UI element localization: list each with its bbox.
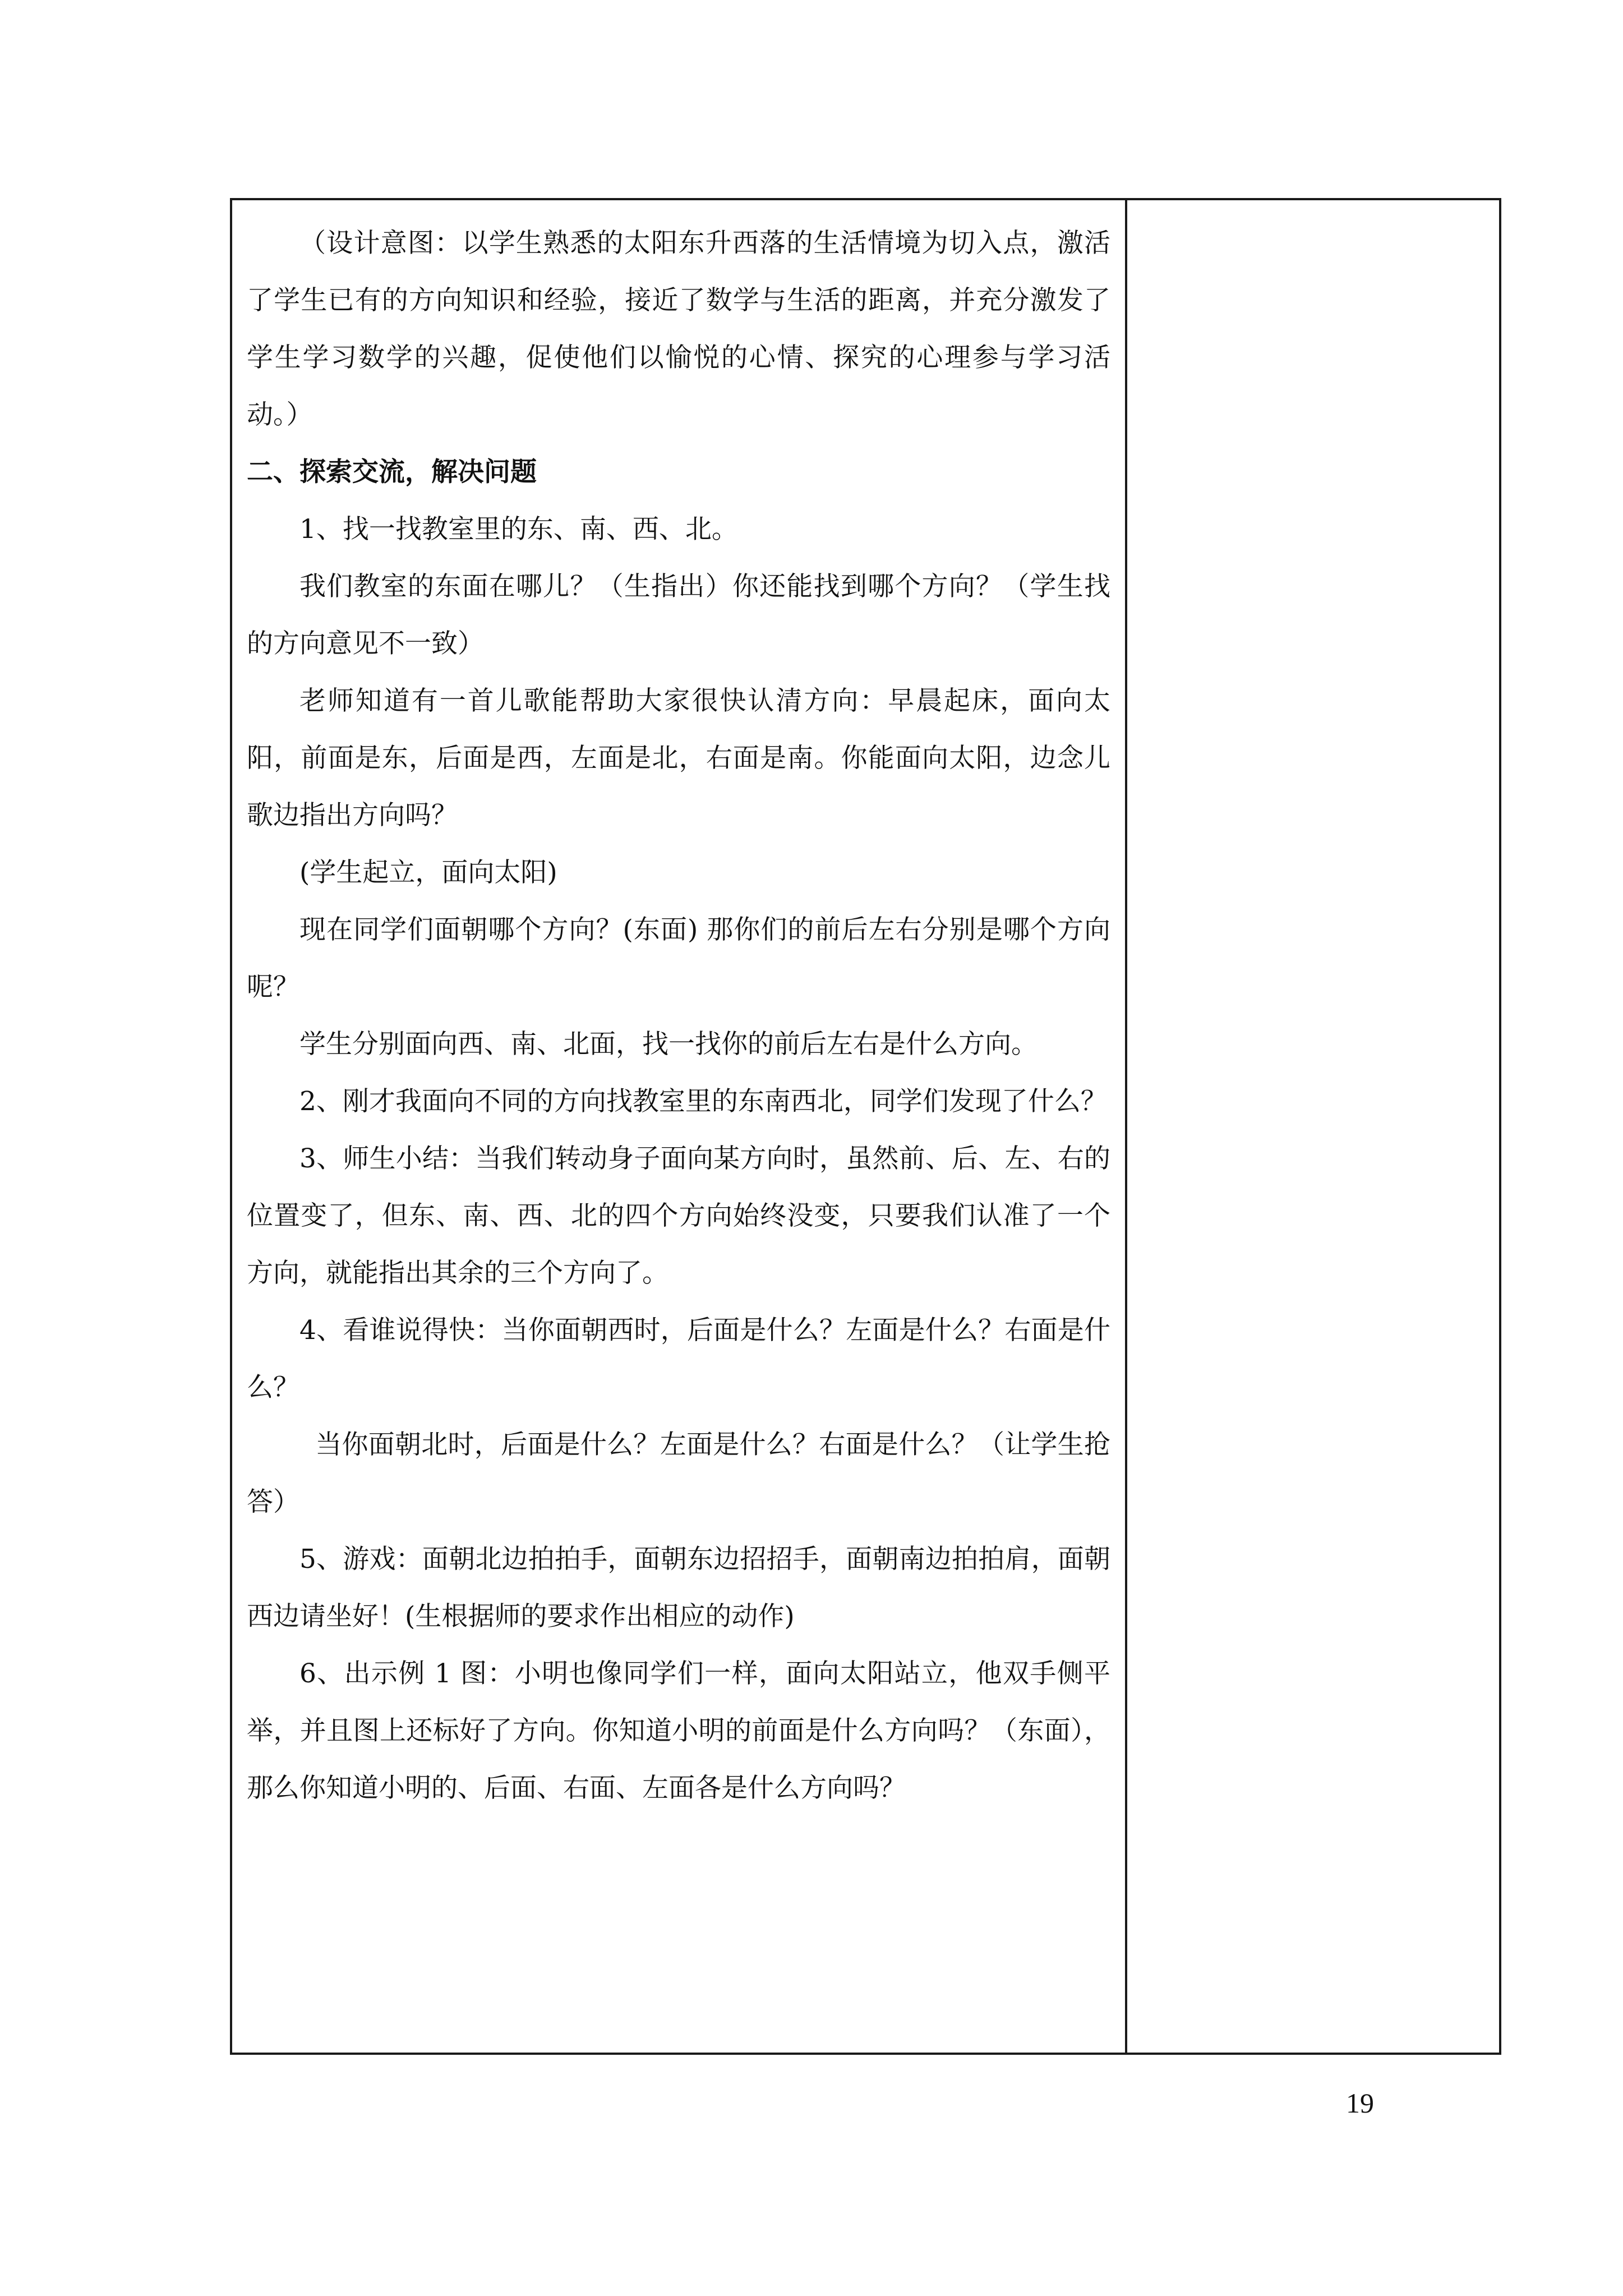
step-5-paragraph: 5、游戏：面朝北边拍拍手，面朝东边招招手，面朝南边拍拍肩，面朝西边请坐好！(生根据师的要求作出相应的动作): [247, 1544, 1110, 1632]
north-question-paragraph: 当你面朝北时，后面是什么？左面是什么？右面是什么？（让学生抢答）: [247, 1429, 1110, 1517]
lesson-content-cell: [247, 215, 1110, 1817]
step-3-paragraph: 3、师生小结：当我们转动身子面向某方向时，虽然前、后、左、右的位置变了，但东、南、西、北的四个方向始终没变，只要我们认准了一个方向，就能指出其余的三个方向了。: [247, 1143, 1110, 1289]
lesson-plan-table: [230, 198, 1501, 2055]
student-activity-paragraph: 学生分别面向西、南、北面，找一找你的前后左右是什么方向。: [299, 1029, 1038, 1060]
question-paragraph: 我们教室的东面在哪儿？（生指出）你还能找到哪个方向？（学生找的方向意见不一致）: [247, 571, 1110, 659]
student-action-paragraph: (学生起立，面向太阳): [299, 857, 557, 888]
step-2-paragraph: 2、刚才我面向不同的方向找教室里的东南西北，同学们发现了什么？: [299, 1086, 1107, 1117]
notes-column: [1127, 200, 1499, 2053]
facing-question-paragraph: 现在同学们面朝哪个方向？(东面) 那你们的前后左右分别是哪个方向呢？: [247, 914, 1110, 1002]
page-number: 19: [1346, 2087, 1374, 2119]
step-4-paragraph: 4、看谁说得快：当你面朝西时，后面是什么？左面是什么？右面是什么？: [247, 1315, 1110, 1403]
rhyme-paragraph: 老师知道有一首儿歌能帮助大家很快认清方向：早晨起床，面向太阳，前面是东，后面是西，左面是北，右面是南。你能面向太阳，边念儿歌边指出方向吗？: [247, 685, 1110, 831]
section-heading: 二、探索交流，解决问题: [247, 457, 537, 487]
step-6-paragraph: 6、出示例 1 图：小明也像同学们一样，面向太阳站立，他双手侧平举，并且图上还标好了方向。你知道小明的前面是什么方向吗？（东面），那么你知道小明的、后面、右面、左面各是什么方向吗？: [247, 1658, 1110, 1803]
step-1-paragraph: 1、找一找教室里的东、南、西、北。: [299, 514, 738, 545]
design-intent-paragraph: （设计意图：以学生熟悉的太阳东升西落的生活情境为切入点，激活了学生已有的方向知识和经验，接近了数学与生活的距离，并充分激发了学生学习数学的兴趣，促使他们以愉悦的心情、探究的心理参与学习活动。）: [247, 228, 1110, 430]
